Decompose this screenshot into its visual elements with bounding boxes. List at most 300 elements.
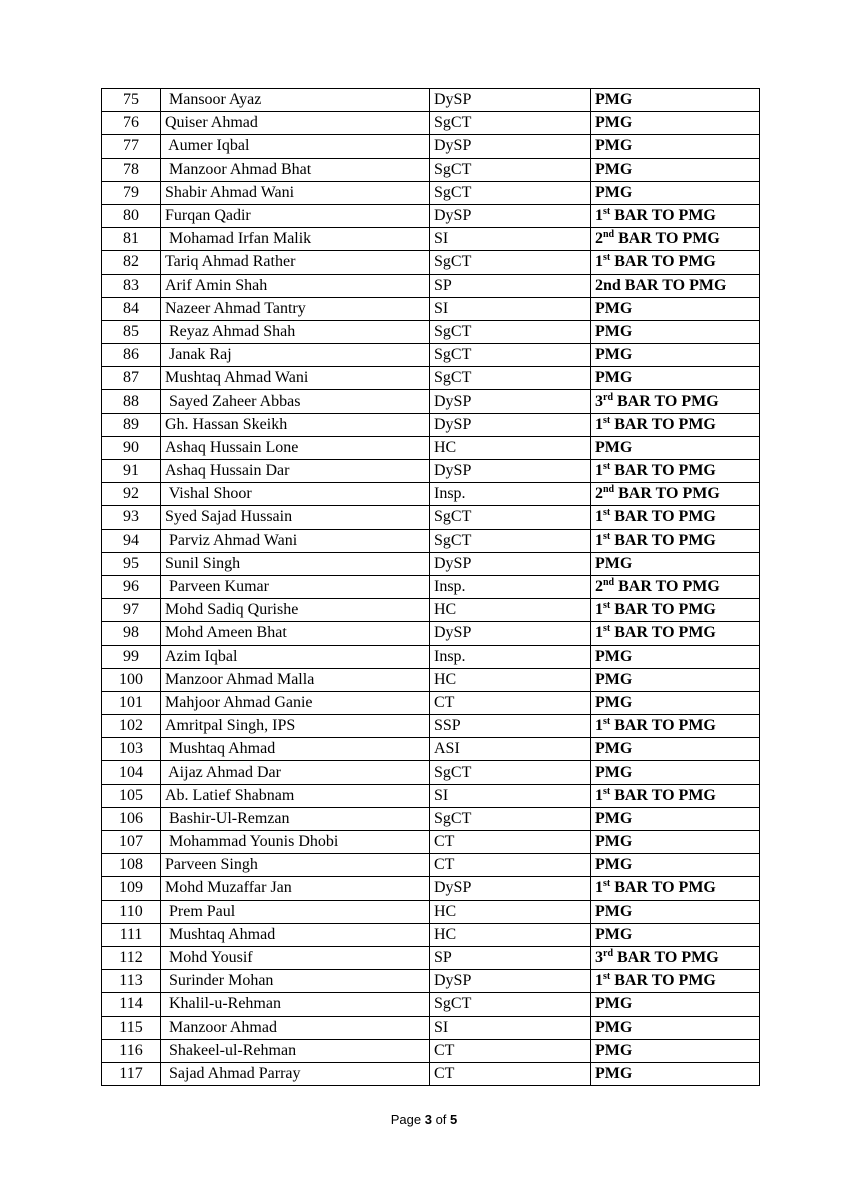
award-cell [591,460,760,483]
award-text: BAR TO PMG [610,972,716,990]
table-row [102,228,760,251]
officer-name-cell: Nazeer Ahmad Tantry [161,297,430,320]
table-row [102,552,760,575]
award-text: PMG [595,647,633,665]
award-text: BAR TO PMG [614,230,720,248]
award-cell [591,529,760,552]
rank-cell: DySP [430,204,591,227]
award-cell [591,320,760,343]
table-row [102,436,760,459]
awards-table [101,88,760,1086]
table-row [102,251,760,274]
award-cell [591,251,760,274]
award-cell [591,158,760,181]
serial-number-cell: 94 [102,529,161,552]
serial-number-cell: 77 [102,135,161,158]
serial-number-cell: 102 [102,715,161,738]
award-cell [591,668,760,691]
rank-cell: HC [430,900,591,923]
award-text: PMG [595,137,633,155]
officer-name-cell: Ab. Latief Shabnam [161,784,430,807]
officer-name-cell: Syed Sajad Hussain [161,506,430,529]
officer-name-cell: Aumer Iqbal [161,135,430,158]
award-cell [591,506,760,529]
serial-number-cell: 78 [102,158,161,181]
serial-number-cell: 104 [102,761,161,784]
page-footer [0,1112,848,1127]
serial-number-cell: 105 [102,784,161,807]
table-row [102,923,760,946]
rank-cell: DySP [430,877,591,900]
serial-number-cell: 84 [102,297,161,320]
award-cell [591,204,760,227]
table-row [102,158,760,181]
officer-name-cell: Mohd Muzaffar Jan [161,877,430,900]
rank-cell: SgCT [430,344,591,367]
rank-cell: HC [430,436,591,459]
award-text: BAR TO PMG [610,508,716,526]
serial-number-cell: 91 [102,460,161,483]
award-ordinal: 1 [595,972,603,990]
table-row [102,807,760,830]
award-ordinal: 1 [595,879,603,897]
award-text: BAR TO PMG [610,531,716,549]
rank-cell: SI [430,297,591,320]
table-row [102,181,760,204]
officer-name-cell: Parveen Singh [161,854,430,877]
award-cell [591,761,760,784]
current-page-number: 3 [424,1112,432,1127]
award-text: BAR TO PMG [610,253,716,271]
table-row [102,89,760,112]
rank-cell: SgCT [430,158,591,181]
table-row [102,993,760,1016]
rank-cell: SI [430,1016,591,1039]
footer-middle: of [431,1112,451,1127]
serial-number-cell: 113 [102,970,161,993]
serial-number-cell: 87 [102,367,161,390]
officer-name-cell: Mohamad Irfan Malik [161,228,430,251]
award-ordinal: 1 [595,786,603,804]
award-cell [591,552,760,575]
table-row [102,691,760,714]
rank-cell: SgCT [430,251,591,274]
table-row [102,135,760,158]
serial-number-cell: 83 [102,274,161,297]
serial-number-cell: 90 [102,436,161,459]
officer-name-cell: Mohammad Younis Dhobi [161,831,430,854]
award-ordinal: 2 [595,230,603,248]
officer-name-cell: Ashaq Hussain Lone [161,436,430,459]
rank-cell: DySP [430,460,591,483]
serial-number-cell: 85 [102,320,161,343]
award-text: BAR TO PMG [610,207,716,225]
officer-name-cell: Shakeel-ul-Rehman [161,1039,430,1062]
serial-number-cell: 112 [102,946,161,969]
award-text: PMG [595,995,633,1013]
table-row [102,506,760,529]
rank-cell: SgCT [430,529,591,552]
award-text: BAR TO PMG [614,485,720,503]
table-row [102,274,760,297]
award-cell [591,344,760,367]
table-row [102,599,760,622]
officer-name-cell: Surinder Mohan [161,970,430,993]
award-ordinal: 2 [595,578,603,596]
award-cell [591,367,760,390]
table-row [102,668,760,691]
officer-name-cell: Bashir-Ul-Remzan [161,807,430,830]
award-ordinal-suffix: st [603,461,611,473]
award-text: PMG [595,693,633,711]
award-text: PMG [595,183,633,201]
rank-cell: SgCT [430,807,591,830]
officer-name-cell: Mohd Sadiq Qurishe [161,599,430,622]
serial-number-cell: 97 [102,599,161,622]
serial-number-cell: 93 [102,506,161,529]
award-ordinal: 3 [595,392,603,410]
rank-cell: SgCT [430,506,591,529]
officer-name-cell: Furqan Qadir [161,204,430,227]
table-row [102,831,760,854]
rank-cell: DySP [430,622,591,645]
award-ordinal-suffix: nd [603,577,615,589]
rank-cell: DySP [430,552,591,575]
table-row [102,460,760,483]
serial-number-cell: 115 [102,1016,161,1039]
award-ordinal: 1 [595,207,603,225]
rank-cell: DySP [430,135,591,158]
table-row [102,761,760,784]
rank-cell: Insp. [430,645,591,668]
award-ordinal: 2 [595,485,603,503]
award-cell [591,784,760,807]
rank-cell: SSP [430,715,591,738]
rank-cell: HC [430,923,591,946]
officer-name-cell: Manzoor Ahmad Malla [161,668,430,691]
award-cell [591,831,760,854]
serial-number-cell: 100 [102,668,161,691]
rank-cell: Insp. [430,575,591,598]
award-cell [591,390,760,413]
award-cell [591,228,760,251]
officer-name-cell: Amritpal Singh, IPS [161,715,430,738]
award-text: PMG [595,114,633,132]
award-ordinal-suffix: st [603,716,611,728]
award-cell [591,436,760,459]
award-cell [591,135,760,158]
award-text: BAR TO PMG [610,624,716,642]
rank-cell: DySP [430,970,591,993]
award-text: PMG [595,1018,633,1036]
rank-cell: SI [430,228,591,251]
serial-number-cell: 89 [102,413,161,436]
award-text: PMG [595,670,633,688]
award-text: PMG [595,925,633,943]
rank-cell: SI [430,784,591,807]
table-row [102,715,760,738]
serial-number-cell: 108 [102,854,161,877]
award-cell [591,691,760,714]
officer-name-cell: Parveen Kumar [161,575,430,598]
officer-name-cell: Quiser Ahmad [161,112,430,135]
officer-name-cell: Vishal Shoor [161,483,430,506]
serial-number-cell: 110 [102,900,161,923]
award-text: BAR TO PMG [610,415,716,433]
award-cell [591,575,760,598]
award-cell [591,1039,760,1062]
award-cell [591,1062,760,1085]
serial-number-cell: 95 [102,552,161,575]
award-text: PMG [595,322,633,340]
award-cell [591,1016,760,1039]
table-row [102,645,760,668]
officer-name-cell: Mushtaq Ahmad Wani [161,367,430,390]
award-cell [591,900,760,923]
award-cell [591,970,760,993]
table-row [102,854,760,877]
table-row [102,297,760,320]
award-ordinal-suffix: st [603,252,611,264]
award-text: 2nd BAR TO PMG [595,276,727,294]
serial-number-cell: 103 [102,738,161,761]
officer-name-cell: Mansoor Ayaz [161,89,430,112]
award-text: PMG [595,809,633,827]
award-text: PMG [595,902,633,920]
table-row [102,1039,760,1062]
table-row [102,529,760,552]
award-ordinal: 1 [595,624,603,642]
serial-number-cell: 81 [102,228,161,251]
rank-cell: HC [430,668,591,691]
award-text: PMG [595,299,633,317]
officer-name-cell: Gh. Hassan Skeikh [161,413,430,436]
rank-cell: SP [430,274,591,297]
award-ordinal: 3 [595,949,603,967]
serial-number-cell: 88 [102,390,161,413]
table-row [102,877,760,900]
award-cell [591,89,760,112]
award-text: BAR TO PMG [614,578,720,596]
award-text: PMG [595,346,633,364]
rank-cell: SgCT [430,367,591,390]
officer-name-cell: Ashaq Hussain Dar [161,460,430,483]
award-text: PMG [595,1064,633,1082]
award-ordinal-suffix: st [603,623,611,635]
award-ordinal: 1 [595,531,603,549]
table-row [102,344,760,367]
award-ordinal-suffix: nd [603,484,615,496]
serial-number-cell: 92 [102,483,161,506]
award-ordinal-suffix: nd [603,229,615,241]
award-text: PMG [595,833,633,851]
award-ordinal-suffix: st [603,530,611,542]
table-row [102,1062,760,1085]
award-text: BAR TO PMG [610,601,716,619]
award-cell [591,923,760,946]
serial-number-cell: 99 [102,645,161,668]
rank-cell: CT [430,1039,591,1062]
award-cell [591,181,760,204]
award-text: BAR TO PMG [610,786,716,804]
table-row [102,622,760,645]
footer-prefix: Page [390,1112,425,1127]
rank-cell: DySP [430,89,591,112]
table-row [102,1016,760,1039]
table-row [102,413,760,436]
officer-name-cell: Tariq Ahmad Rather [161,251,430,274]
award-cell [591,622,760,645]
rank-cell: SgCT [430,993,591,1016]
officer-name-cell: Sajad Ahmad Parray [161,1062,430,1085]
award-ordinal-suffix: rd [603,391,613,403]
rank-cell: CT [430,691,591,714]
officer-name-cell: Mushtaq Ahmad [161,738,430,761]
award-cell [591,413,760,436]
rank-cell: CT [430,854,591,877]
serial-number-cell: 80 [102,204,161,227]
officer-name-cell: Mushtaq Ahmad [161,923,430,946]
rank-cell: HC [430,599,591,622]
award-text: PMG [595,369,633,387]
officer-name-cell: Sayed Zaheer Abbas [161,390,430,413]
rank-cell: SgCT [430,112,591,135]
award-text: BAR TO PMG [613,949,719,967]
table-row [102,738,760,761]
serial-number-cell: 86 [102,344,161,367]
award-ordinal-suffix: st [603,206,611,218]
officer-name-cell: Shabir Ahmad Wani [161,181,430,204]
table-row [102,367,760,390]
rank-cell: CT [430,1062,591,1085]
award-ordinal-suffix: st [603,878,611,890]
officer-name-cell: Prem Paul [161,900,430,923]
serial-number-cell: 116 [102,1039,161,1062]
officer-name-cell: Parviz Ahmad Wani [161,529,430,552]
award-text: PMG [595,91,633,109]
award-ordinal: 1 [595,415,603,433]
award-text: PMG [595,763,633,781]
award-ordinal-suffix: st [603,414,611,426]
award-cell [591,854,760,877]
award-ordinal-suffix: st [603,600,611,612]
rank-cell: DySP [430,413,591,436]
rank-cell: SgCT [430,181,591,204]
serial-number-cell: 76 [102,112,161,135]
award-text: BAR TO PMG [610,879,716,897]
award-cell [591,483,760,506]
award-text: PMG [595,856,633,874]
table-row [102,483,760,506]
serial-number-cell: 114 [102,993,161,1016]
officer-name-cell: Azim Iqbal [161,645,430,668]
table-row [102,900,760,923]
award-ordinal-suffix: st [603,785,611,797]
award-text: PMG [595,554,633,572]
award-ordinal: 1 [595,601,603,619]
award-ordinal: 1 [595,508,603,526]
table-row [102,946,760,969]
officer-name-cell: Manzoor Ahmad Bhat [161,158,430,181]
serial-number-cell: 101 [102,691,161,714]
award-ordinal-suffix: rd [603,948,613,960]
serial-number-cell: 117 [102,1062,161,1085]
officer-name-cell: Mohd Ameen Bhat [161,622,430,645]
award-cell [591,993,760,1016]
award-cell [591,807,760,830]
officer-name-cell: Janak Raj [161,344,430,367]
rank-cell: SgCT [430,320,591,343]
rank-cell: SP [430,946,591,969]
rank-cell: SgCT [430,761,591,784]
award-text: BAR TO PMG [610,717,716,735]
officer-name-cell: Aijaz Ahmad Dar [161,761,430,784]
officer-name-cell: Mahjoor Ahmad Ganie [161,691,430,714]
award-cell [591,877,760,900]
awards-table-body [102,89,760,1086]
award-text: PMG [595,1041,633,1059]
rank-cell: CT [430,831,591,854]
officer-name-cell: Khalil-u-Rehman [161,993,430,1016]
award-text: PMG [595,160,633,178]
award-cell [591,946,760,969]
table-row [102,970,760,993]
serial-number-cell: 79 [102,181,161,204]
award-text: PMG [595,740,633,758]
serial-number-cell: 75 [102,89,161,112]
award-cell [591,715,760,738]
officer-name-cell: Reyaz Ahmad Shah [161,320,430,343]
award-text: PMG [595,438,633,456]
award-ordinal-suffix: st [603,971,611,983]
table-row [102,575,760,598]
award-ordinal: 1 [595,717,603,735]
award-cell [591,112,760,135]
serial-number-cell: 82 [102,251,161,274]
table-row [102,112,760,135]
award-cell [591,645,760,668]
award-cell [591,274,760,297]
award-text: BAR TO PMG [613,392,719,410]
officer-name-cell: Mohd Yousif [161,946,430,969]
officer-name-cell: Manzoor Ahmad [161,1016,430,1039]
table-row [102,320,760,343]
serial-number-cell: 98 [102,622,161,645]
serial-number-cell: 111 [102,923,161,946]
serial-number-cell: 96 [102,575,161,598]
table-row [102,390,760,413]
rank-cell: ASI [430,738,591,761]
serial-number-cell: 109 [102,877,161,900]
officer-name-cell: Sunil Singh [161,552,430,575]
award-ordinal-suffix: st [603,507,611,519]
officer-name-cell: Arif Amin Shah [161,274,430,297]
award-cell [591,599,760,622]
rank-cell: DySP [430,390,591,413]
table-row [102,204,760,227]
total-page-count: 5 [450,1112,458,1127]
award-ordinal: 1 [595,462,603,480]
table-row [102,784,760,807]
awards-table-container [101,88,759,1086]
award-cell [591,297,760,320]
serial-number-cell: 106 [102,807,161,830]
serial-number-cell: 107 [102,831,161,854]
award-text: BAR TO PMG [610,462,716,480]
award-ordinal: 1 [595,253,603,271]
award-cell [591,738,760,761]
rank-cell: Insp. [430,483,591,506]
